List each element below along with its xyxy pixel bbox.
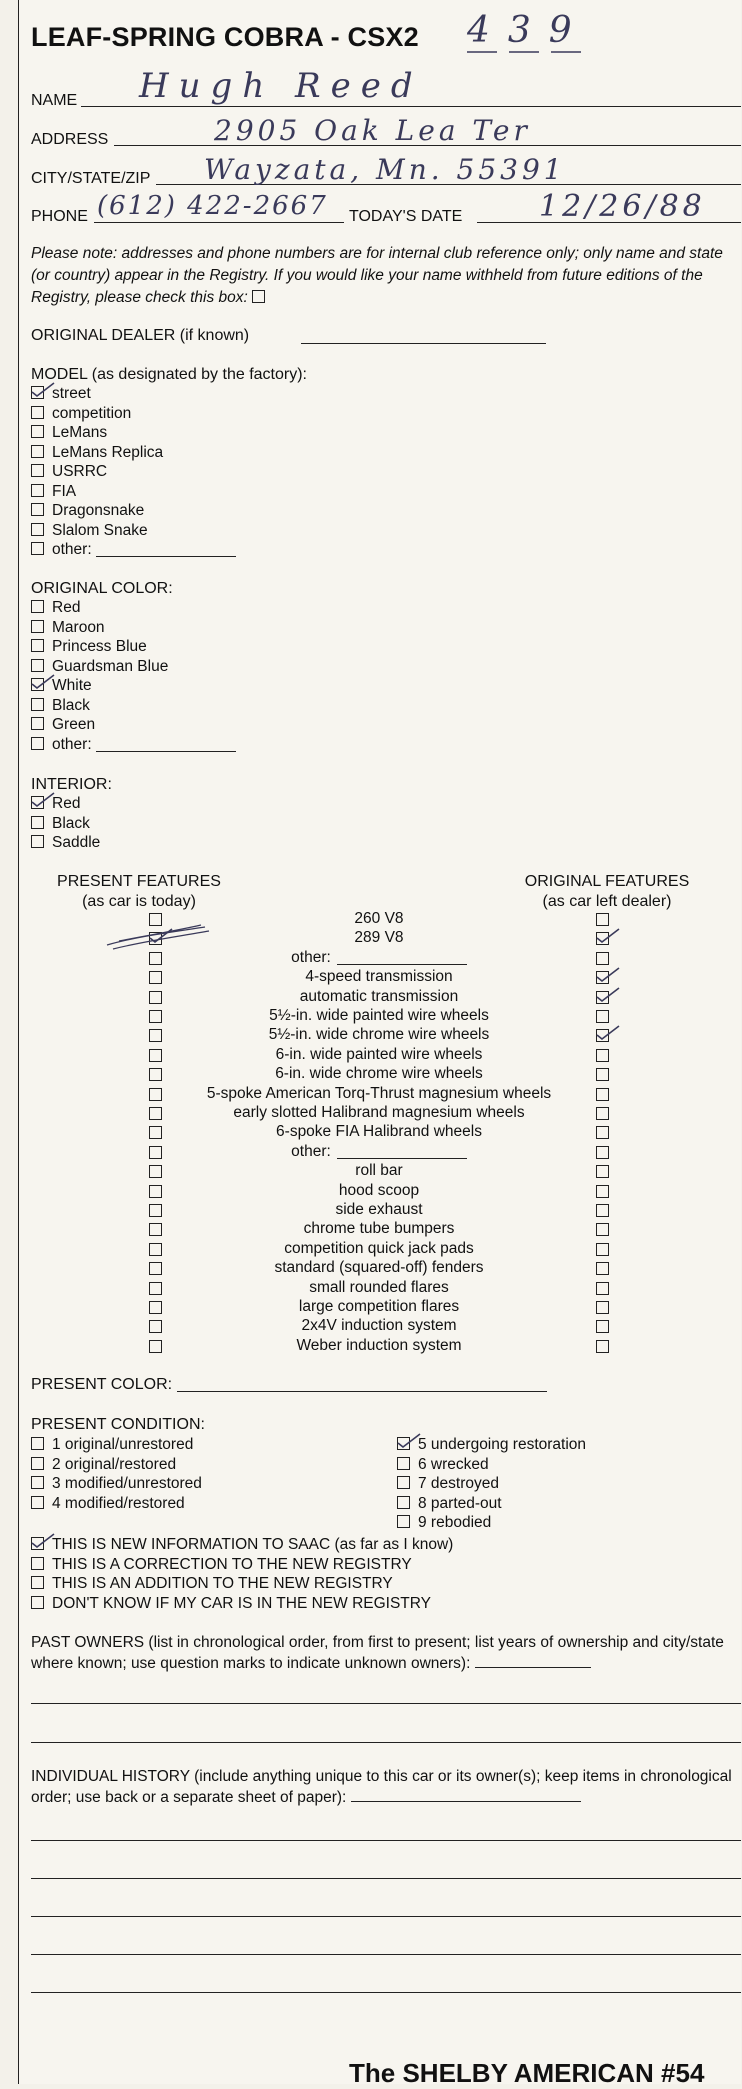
model-checkbox[interactable]: [31, 484, 44, 497]
handwritten-check-icon: [595, 927, 625, 945]
color-option-label: White: [52, 677, 92, 694]
name-line: [81, 106, 741, 107]
condition-option[interactable]: [31, 1495, 185, 1513]
present-feature-checkbox[interactable]: [149, 1068, 162, 1081]
feature-text: early slotted Halibrand magnesium wheels: [233, 1104, 525, 1121]
original-feature-checkbox[interactable]: [596, 1282, 609, 1295]
interior-checkbox[interactable]: [31, 796, 44, 809]
model-option[interactable]: [31, 541, 236, 559]
color-option-label: Black: [52, 696, 90, 714]
condition-option-label: 9 rebodied: [418, 1514, 492, 1531]
model-heading: MODEL (as designated by the factory):: [31, 366, 307, 383]
feature-row: [19, 1162, 741, 1181]
feature-label: [179, 968, 579, 986]
model-option-label: street: [52, 385, 91, 402]
feature-label: [179, 1279, 579, 1297]
interior-heading: INTERIOR:: [31, 776, 112, 793]
feature-label: [179, 1259, 579, 1277]
present-feature-checkbox[interactable]: [149, 932, 162, 945]
city-value[interactable]: Wayzata, Mn. 55391: [204, 153, 566, 186]
original-feature-checkbox[interactable]: [596, 1262, 609, 1275]
feature-row: [19, 1220, 741, 1239]
condition-option[interactable]: [31, 1436, 193, 1454]
original-feature-checkbox[interactable]: [596, 1107, 609, 1120]
info-status-option[interactable]: [31, 1536, 453, 1554]
feature-label: [179, 1065, 579, 1083]
feature-row: [19, 1104, 741, 1123]
present-feature-checkbox[interactable]: [149, 952, 162, 965]
feature-text: 6-in. wide painted wire wheels: [275, 1045, 483, 1063]
feature-label: [179, 1240, 579, 1258]
present-color-line: [177, 1391, 547, 1392]
interior-checkbox[interactable]: [31, 816, 44, 829]
condition-checkbox[interactable]: [397, 1496, 410, 1509]
condition-checkbox[interactable]: [397, 1437, 410, 1450]
present-feature-checkbox[interactable]: [149, 1340, 162, 1353]
handwritten-check-icon: [30, 1532, 70, 1550]
present-feature-checkbox[interactable]: [149, 971, 162, 984]
handwritten-check-icon: [30, 381, 56, 399]
original-features-title: ORIGINAL FEATURES: [524, 873, 690, 890]
present-feature-checkbox[interactable]: [149, 1185, 162, 1198]
present-feature-checkbox[interactable]: [149, 1088, 162, 1101]
original-feature-checkbox[interactable]: [596, 1068, 609, 1081]
original-feature-checkbox[interactable]: [596, 991, 609, 1004]
present-feature-checkbox[interactable]: [149, 1165, 162, 1178]
condition-checkbox[interactable]: [397, 1515, 410, 1528]
feature-label: [179, 1143, 579, 1161]
original-feature-checkbox[interactable]: [596, 1185, 609, 1198]
present-feature-checkbox[interactable]: [149, 1223, 162, 1236]
present-feature-checkbox[interactable]: [149, 1301, 162, 1314]
withhold-name-checkbox[interactable]: [252, 290, 265, 303]
address-label: ADDRESS: [31, 131, 109, 148]
feature-label: [179, 1007, 579, 1025]
model-checkbox[interactable]: [31, 523, 44, 536]
feature-text: 260 V8: [354, 910, 404, 927]
feature-label: [179, 1182, 579, 1200]
color-checkbox[interactable]: [31, 698, 44, 711]
model-option-label: LeMans Replica: [52, 443, 164, 461]
feature-row: [19, 1143, 741, 1162]
present-feature-checkbox[interactable]: [149, 1320, 162, 1333]
name-value[interactable]: Hugh Reed: [139, 66, 423, 106]
feature-other-line[interactable]: [337, 1144, 467, 1159]
privacy-note: [31, 243, 735, 309]
past-owners-label: [31, 1632, 735, 1674]
present-color-label: PRESENT COLOR:: [31, 1376, 173, 1393]
feature-row: [19, 949, 741, 968]
color-option[interactable]: [31, 736, 236, 754]
info-status-option[interactable]: [31, 1556, 412, 1574]
feature-row: [19, 1026, 741, 1045]
history-line-4[interactable]: [31, 1954, 741, 1955]
phone-label: PHONE: [31, 208, 88, 225]
interior-option-label: Saddle: [52, 834, 101, 851]
feature-row: [19, 1046, 741, 1065]
feature-text: 6-in. wide chrome wire wheels: [275, 1065, 483, 1083]
present-feature-checkbox[interactable]: [149, 1146, 162, 1159]
present-features-title: PRESENT FEATURES: [57, 873, 221, 890]
handwritten-check-icon: [30, 673, 56, 691]
original-feature-checkbox[interactable]: [596, 1126, 609, 1139]
original-feature-checkbox[interactable]: [596, 913, 609, 926]
feature-text: other:: [291, 1142, 331, 1160]
original-feature-checkbox[interactable]: [596, 1320, 609, 1333]
feature-row: [19, 1085, 741, 1104]
info-status-label: DON'T KNOW IF MY CAR IS IN THE NEW REGISTRY: [52, 1594, 432, 1612]
feature-row: [19, 1337, 741, 1356]
feature-label: [179, 1162, 579, 1180]
feature-row: [19, 1317, 741, 1336]
feature-label: [179, 1123, 579, 1141]
info-status-checkbox[interactable]: [31, 1596, 44, 1609]
condition-option[interactable]: [397, 1456, 489, 1474]
present-feature-checkbox[interactable]: [149, 1204, 162, 1217]
feature-text: side exhaust: [335, 1201, 423, 1218]
feature-label: [179, 1026, 579, 1044]
feature-text: roll bar: [355, 1162, 403, 1180]
feature-row: [19, 1065, 741, 1084]
present-feature-checkbox[interactable]: [149, 1029, 162, 1042]
condition-option-label: 5 undergoing restoration: [418, 1436, 587, 1453]
feature-row: [19, 1279, 741, 1298]
past-owners-text: PAST OWNERS (list in chronological order, from first to present; list years of ownership and city/state where known; use question marks to indicate unknown owners):: [31, 1634, 724, 1672]
feature-row: [19, 929, 741, 948]
serial-underlines: [467, 46, 607, 58]
info-status-checkbox[interactable]: [31, 1576, 44, 1589]
handwritten-check-icon: [595, 986, 625, 1004]
handwritten-check-icon: [595, 1024, 625, 1042]
info-status-checkbox[interactable]: [31, 1557, 44, 1570]
color-option-label: Red: [52, 599, 81, 616]
original-features-sub: (as car left dealer): [542, 893, 672, 910]
condition-option[interactable]: [31, 1456, 176, 1474]
original-feature-checkbox[interactable]: [596, 1243, 609, 1256]
feature-text: 6-spoke FIA Halibrand wheels: [276, 1123, 482, 1141]
feature-row: [19, 1123, 741, 1142]
history-line-2[interactable]: [31, 1878, 741, 1879]
feature-label: [179, 1201, 579, 1219]
model-option[interactable]: [31, 463, 107, 481]
feature-label: [179, 1298, 579, 1316]
present-feature-checkbox[interactable]: [149, 991, 162, 1004]
color-checkbox[interactable]: [31, 659, 44, 672]
condition-option[interactable]: [397, 1514, 491, 1532]
city-label: CITY/STATE/ZIP: [31, 170, 151, 187]
feature-text: 289 V8: [354, 929, 404, 947]
present-feature-checkbox[interactable]: [149, 1243, 162, 1256]
feature-text: 5-spoke American Torq-Thrust magnesium wheels: [206, 1084, 552, 1102]
model-checkbox[interactable]: [31, 445, 44, 458]
condition-checkbox[interactable]: [31, 1496, 44, 1509]
info-status-option[interactable]: [31, 1575, 393, 1593]
interior-option-label: Red: [52, 795, 81, 812]
feature-label: [179, 988, 579, 1006]
model-checkbox[interactable]: [31, 425, 44, 438]
original-feature-checkbox[interactable]: [596, 1049, 609, 1062]
feature-text: hood scoop: [338, 1181, 420, 1199]
condition-option[interactable]: [397, 1436, 586, 1454]
history-line-5[interactable]: [31, 1992, 741, 1993]
page-footer: The SHELBY AMERICAN #54: [349, 2058, 705, 2088]
feature-label: [179, 1085, 579, 1103]
model-option[interactable]: [31, 444, 163, 462]
feature-row: [19, 1259, 741, 1278]
feature-label: [179, 1046, 579, 1064]
feature-text: 5½-in. wide chrome wire wheels: [268, 1026, 490, 1044]
model-option[interactable]: [31, 385, 91, 403]
feature-label: [179, 949, 579, 967]
interior-option[interactable]: [31, 795, 80, 813]
name-label: NAME: [31, 92, 78, 109]
feature-label: [179, 1317, 579, 1335]
present-feature-checkbox[interactable]: [149, 1049, 162, 1062]
feature-row: [19, 1007, 741, 1026]
feature-row: [19, 1240, 741, 1259]
feature-label: [179, 1104, 579, 1122]
model-checkbox[interactable]: [31, 406, 44, 419]
condition-option-label: 2 original/restored: [52, 1455, 177, 1473]
past-owners-line-1[interactable]: [31, 1703, 741, 1704]
present-feature-checkbox[interactable]: [149, 1262, 162, 1275]
condition-checkbox[interactable]: [31, 1476, 44, 1489]
dealer-line: [301, 343, 546, 344]
condition-option-label: 7 destroyed: [418, 1475, 499, 1492]
model-checkbox[interactable]: [31, 464, 44, 477]
feature-text: large competition flares: [298, 1298, 460, 1315]
model-option-label: competition: [52, 404, 132, 422]
model-checkbox[interactable]: [31, 503, 44, 516]
feature-text: 4-speed transmission: [305, 968, 453, 986]
phone-line: [94, 222, 344, 223]
original-feature-checkbox[interactable]: [596, 1029, 609, 1042]
feature-text: other:: [291, 948, 331, 966]
original-feature-checkbox[interactable]: [596, 1146, 609, 1159]
present-feature-checkbox[interactable]: [149, 1282, 162, 1295]
model-checkbox[interactable]: [31, 542, 44, 555]
phone-value[interactable]: (612) 422-2667: [97, 191, 328, 221]
color-option-label: other:: [52, 735, 92, 753]
model-option-label: other:: [52, 541, 92, 558]
condition-option[interactable]: [397, 1495, 502, 1513]
original-feature-checkbox[interactable]: [596, 1088, 609, 1101]
color-checkbox[interactable]: [31, 600, 44, 613]
feature-row: [19, 988, 741, 1007]
present-features-heading: [49, 872, 229, 912]
original-feature-checkbox[interactable]: [596, 1223, 609, 1236]
date-value[interactable]: 12/26/88: [539, 189, 706, 224]
form-title: LEAF-SPRING COBRA - CSX2: [31, 22, 419, 52]
interior-checkbox[interactable]: [31, 835, 44, 848]
interior-option-label: Black: [52, 814, 90, 832]
model-option[interactable]: [31, 502, 144, 520]
present-feature-checkbox[interactable]: [149, 1107, 162, 1120]
history-label: [31, 1766, 735, 1808]
condition-option-label: 8 parted-out: [418, 1494, 502, 1512]
handwritten-check-icon: [595, 966, 625, 984]
model-checkbox[interactable]: [31, 386, 44, 399]
dealer-label: ORIGINAL DEALER (if known): [31, 327, 250, 344]
color-heading: ORIGINAL COLOR:: [31, 580, 173, 597]
model-option[interactable]: [31, 522, 148, 540]
color-checkbox[interactable]: [31, 678, 44, 691]
model-option-label: LeMans: [52, 424, 108, 441]
model-option[interactable]: [31, 405, 131, 423]
privacy-note-text: Please note: addresses and phone numbers are for internal club reference only; only name and state (or country) appear in the Registry. If you would like your name withheld from future editions of the Registry, please check this box:: [31, 245, 723, 306]
color-option[interactable]: [31, 599, 80, 617]
feature-text: competition quick jack pads: [284, 1239, 474, 1257]
original-feature-checkbox[interactable]: [596, 932, 609, 945]
model-option-label: Slalom Snake: [52, 521, 148, 539]
condition-heading: PRESENT CONDITION:: [31, 1416, 205, 1433]
original-feature-checkbox[interactable]: [596, 1010, 609, 1023]
condition-checkbox[interactable]: [31, 1437, 44, 1450]
color-option[interactable]: [31, 619, 105, 637]
color-option[interactable]: [31, 716, 95, 734]
info-status-label: THIS IS NEW INFORMATION TO SAAC (as far as I know): [52, 1536, 454, 1553]
address-value[interactable]: 2905 Oak Lea Ter: [214, 114, 531, 147]
interior-option[interactable]: [31, 815, 90, 833]
condition-checkbox[interactable]: [397, 1476, 410, 1489]
color-checkbox[interactable]: [31, 639, 44, 652]
info-status-label: THIS IS A CORRECTION TO THE NEW REGISTRY: [52, 1555, 412, 1573]
handwritten-check-icon: [30, 791, 56, 809]
model-option[interactable]: [31, 483, 76, 501]
feature-text: small rounded flares: [309, 1278, 449, 1296]
history-inline-line[interactable]: [351, 1801, 581, 1802]
original-feature-checkbox[interactable]: [596, 1340, 609, 1353]
color-option[interactable]: [31, 697, 90, 715]
model-option[interactable]: [31, 424, 107, 442]
original-feature-checkbox[interactable]: [596, 1165, 609, 1178]
feature-label: [179, 1220, 579, 1238]
condition-option-label: 4 modified/restored: [52, 1494, 185, 1512]
original-feature-checkbox[interactable]: [596, 1204, 609, 1217]
color-checkbox[interactable]: [31, 620, 44, 633]
serial-number-handwritten: 439: [467, 10, 590, 51]
feature-text: standard (squared-off) fenders: [274, 1259, 484, 1277]
handwritten-check-icon: [396, 1432, 440, 1450]
color-option[interactable]: [31, 638, 147, 656]
feature-row: [19, 968, 741, 987]
date-label: TODAY'S DATE: [349, 208, 463, 225]
feature-text: Weber induction system: [296, 1336, 462, 1354]
feature-row: [19, 1298, 741, 1317]
feature-row: [19, 1182, 741, 1201]
info-status-option[interactable]: [31, 1595, 431, 1613]
color-option-label: Green: [52, 716, 96, 733]
color-checkbox[interactable]: [31, 737, 44, 750]
feature-label: [179, 910, 579, 928]
condition-option-label: 1 original/unrestored: [52, 1436, 194, 1453]
info-status-label: THIS IS AN ADDITION TO THE NEW REGISTRY: [52, 1575, 393, 1592]
feature-text: chrome tube bumpers: [303, 1220, 455, 1238]
feature-label: [179, 1337, 579, 1355]
feature-other-line[interactable]: [337, 950, 467, 965]
feature-label: [179, 929, 579, 947]
original-feature-checkbox[interactable]: [596, 952, 609, 965]
color-other-line[interactable]: [96, 737, 236, 752]
original-feature-checkbox[interactable]: [596, 1301, 609, 1314]
condition-option[interactable]: [31, 1475, 202, 1493]
history-text: INDIVIDUAL HISTORY (include anything unique to this car or its owner(s); keep items in chronological order; use back or a separate sheet of paper):: [31, 1768, 732, 1806]
present-feature-checkbox[interactable]: [149, 1010, 162, 1023]
info-status-checkbox[interactable]: [31, 1537, 44, 1550]
registry-form: [18, 0, 741, 2088]
interior-option[interactable]: [31, 834, 100, 852]
color-option-label: Guardsman Blue: [52, 657, 169, 675]
feature-text: 2x4V induction system: [301, 1317, 457, 1335]
original-features-heading: [514, 872, 700, 912]
history-line-3[interactable]: [31, 1916, 741, 1917]
past-owners-line-2[interactable]: [31, 1742, 741, 1743]
model-other-line[interactable]: [96, 542, 236, 557]
condition-option[interactable]: [397, 1475, 499, 1493]
original-feature-checkbox[interactable]: [596, 971, 609, 984]
condition-option-label: 6 wrecked: [418, 1455, 489, 1473]
feature-text: automatic transmission: [299, 987, 459, 1005]
history-line-1[interactable]: [31, 1840, 741, 1841]
past-owners-inline-line[interactable]: [475, 1667, 591, 1668]
model-option-label: USRRC: [52, 463, 108, 480]
color-option-label: Maroon: [52, 618, 105, 636]
feature-row: [19, 1201, 741, 1220]
condition-checkbox[interactable]: [31, 1457, 44, 1470]
condition-checkbox[interactable]: [397, 1457, 410, 1470]
color-option[interactable]: [31, 677, 92, 695]
model-option-label: Dragonsnake: [52, 502, 145, 519]
feature-text: 5½-in. wide painted wire wheels: [269, 1007, 489, 1024]
present-features-sub: (as car is today): [82, 893, 196, 910]
model-option-label: FIA: [52, 482, 77, 500]
color-option-label: Princess Blue: [52, 638, 147, 655]
color-checkbox[interactable]: [31, 717, 44, 730]
present-feature-checkbox[interactable]: [149, 1126, 162, 1139]
condition-option-label: 3 modified/unrestored: [52, 1475, 202, 1492]
